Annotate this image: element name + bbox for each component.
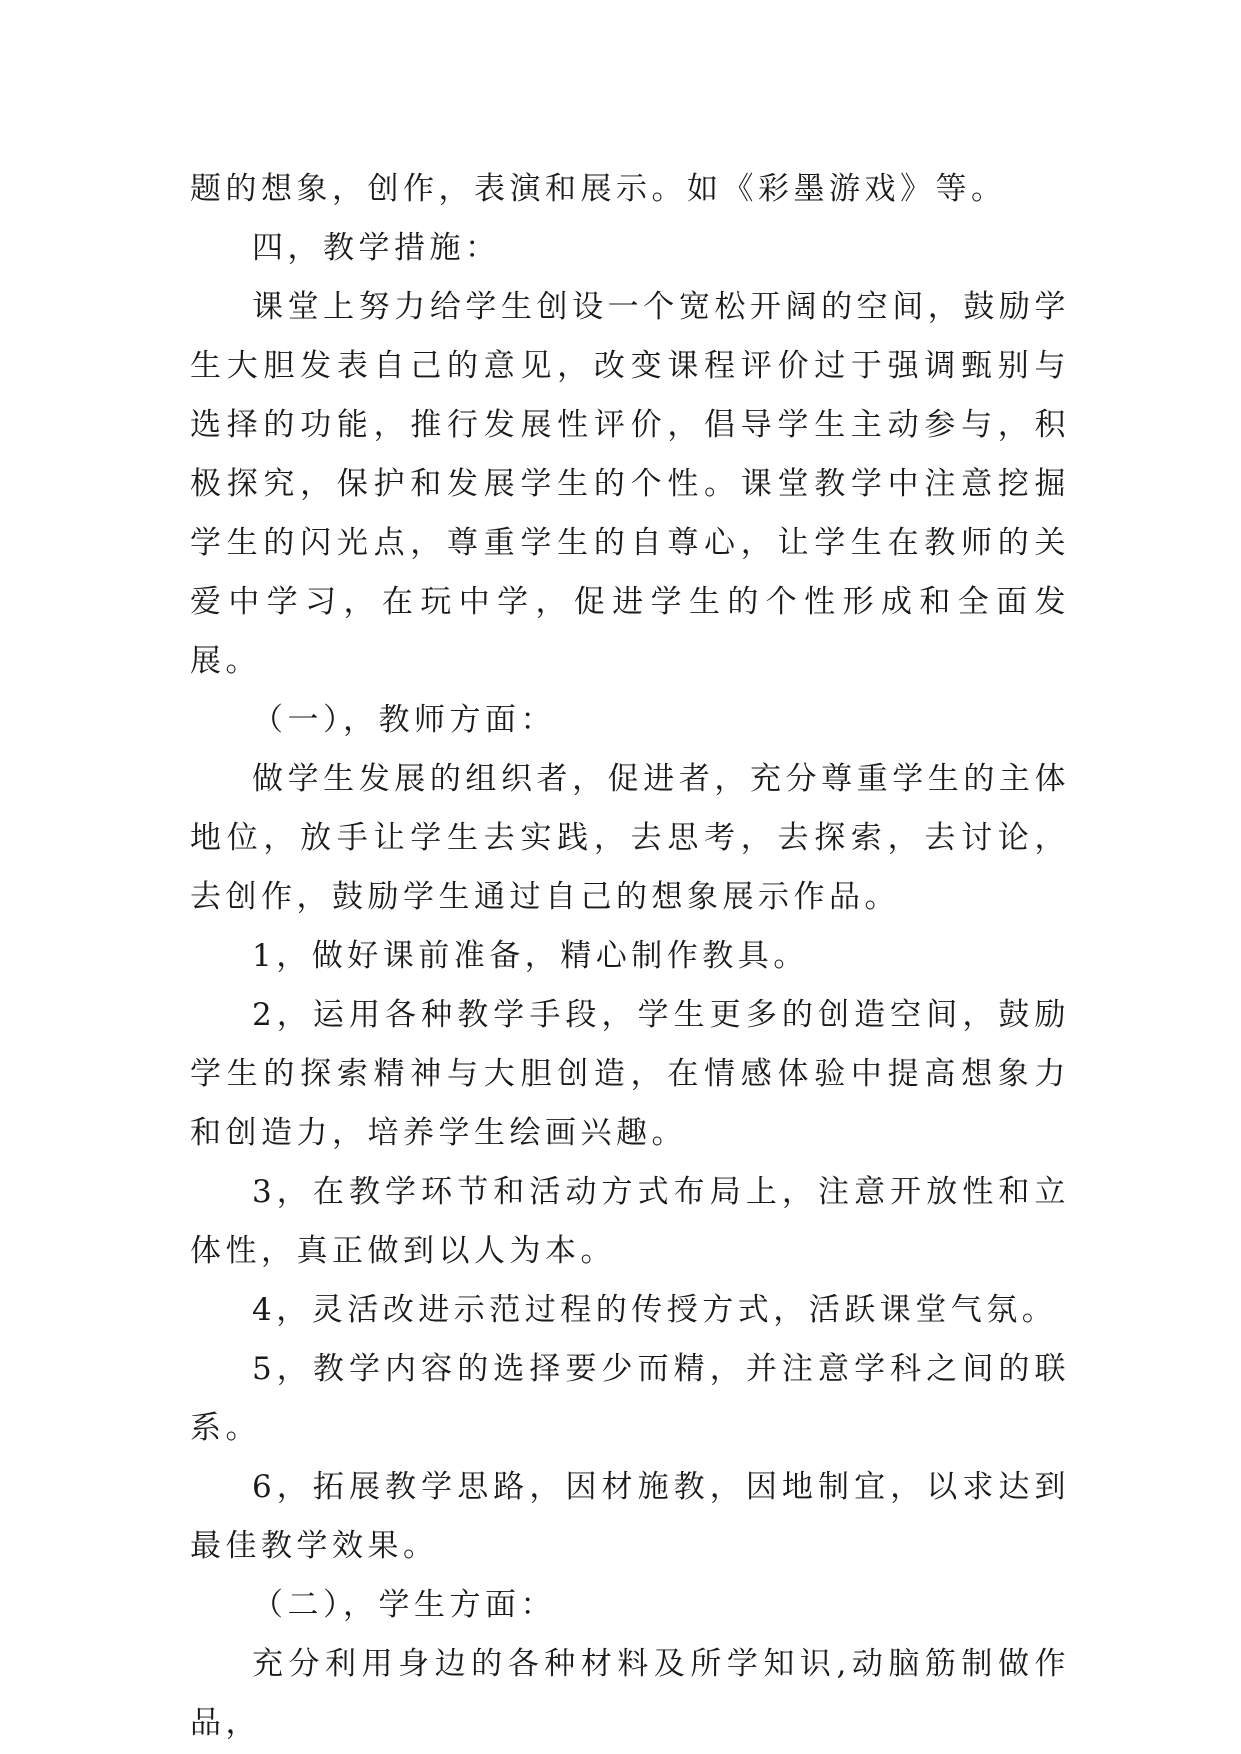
paragraph-classroom: 课堂上努力给学生创设一个宽松开阔的空间，鼓励学生大胆发表自己的意见，改变课程评价过于强调甄别与选择的功能，推行发展性评价，倡导学生主动参与，积极探究，保护和发展学生的个性。课堂教学中注意挖掘学生的闪光点，尊重学生的自尊心，让学生在教师的关爱中学习，在玩中学，促进学生的个性形成和全面发展。 xyxy=(190,289,1070,679)
document-body xyxy=(190,160,1070,1753)
paragraph-continuation: 题的想象，创作，表演和展示。如《彩墨游戏》等。 xyxy=(190,171,1007,207)
list-item-6: 6，拓展教学思路，因材施教，因地制宜，以求达到最佳教学效果。 xyxy=(190,1469,1070,1564)
list-item-2: 2，运用各种教学手段，学生更多的创造空间，鼓励学生的探索精神与大胆创造，在情感体验中提高想象力和创造力，培养学生绘画兴趣。 xyxy=(190,997,1070,1151)
subheading-student: （二），学生方面： xyxy=(252,1587,556,1623)
paragraph-student: 充分利用身边的各种材料及所学知识,动脑筋制做作品， xyxy=(190,1646,1070,1741)
subheading-teacher: （一），教师方面： xyxy=(252,702,556,738)
section-heading-teaching-measures: 四，教学措施： xyxy=(252,230,501,266)
list-item-5: 5，教学内容的选择要少而精，并注意学科之间的联系。 xyxy=(190,1351,1070,1446)
list-item-4: 4，灵活改进示范过程的传授方式，活跃课堂气氛。 xyxy=(252,1292,1058,1328)
paragraph-teacher-role: 做学生发展的组织者，促进者，充分尊重学生的主体地位，放手让学生去实践，去思考，去探索，去讨论，去创作，鼓励学生通过自己的想象展示作品。 xyxy=(190,761,1070,915)
list-item-1: 1，做好课前准备，精心制作教具。 xyxy=(252,938,809,974)
list-item-3: 3，在教学环节和活动方式布局上，注意开放性和立体性，真正做到以人为本。 xyxy=(190,1174,1070,1269)
